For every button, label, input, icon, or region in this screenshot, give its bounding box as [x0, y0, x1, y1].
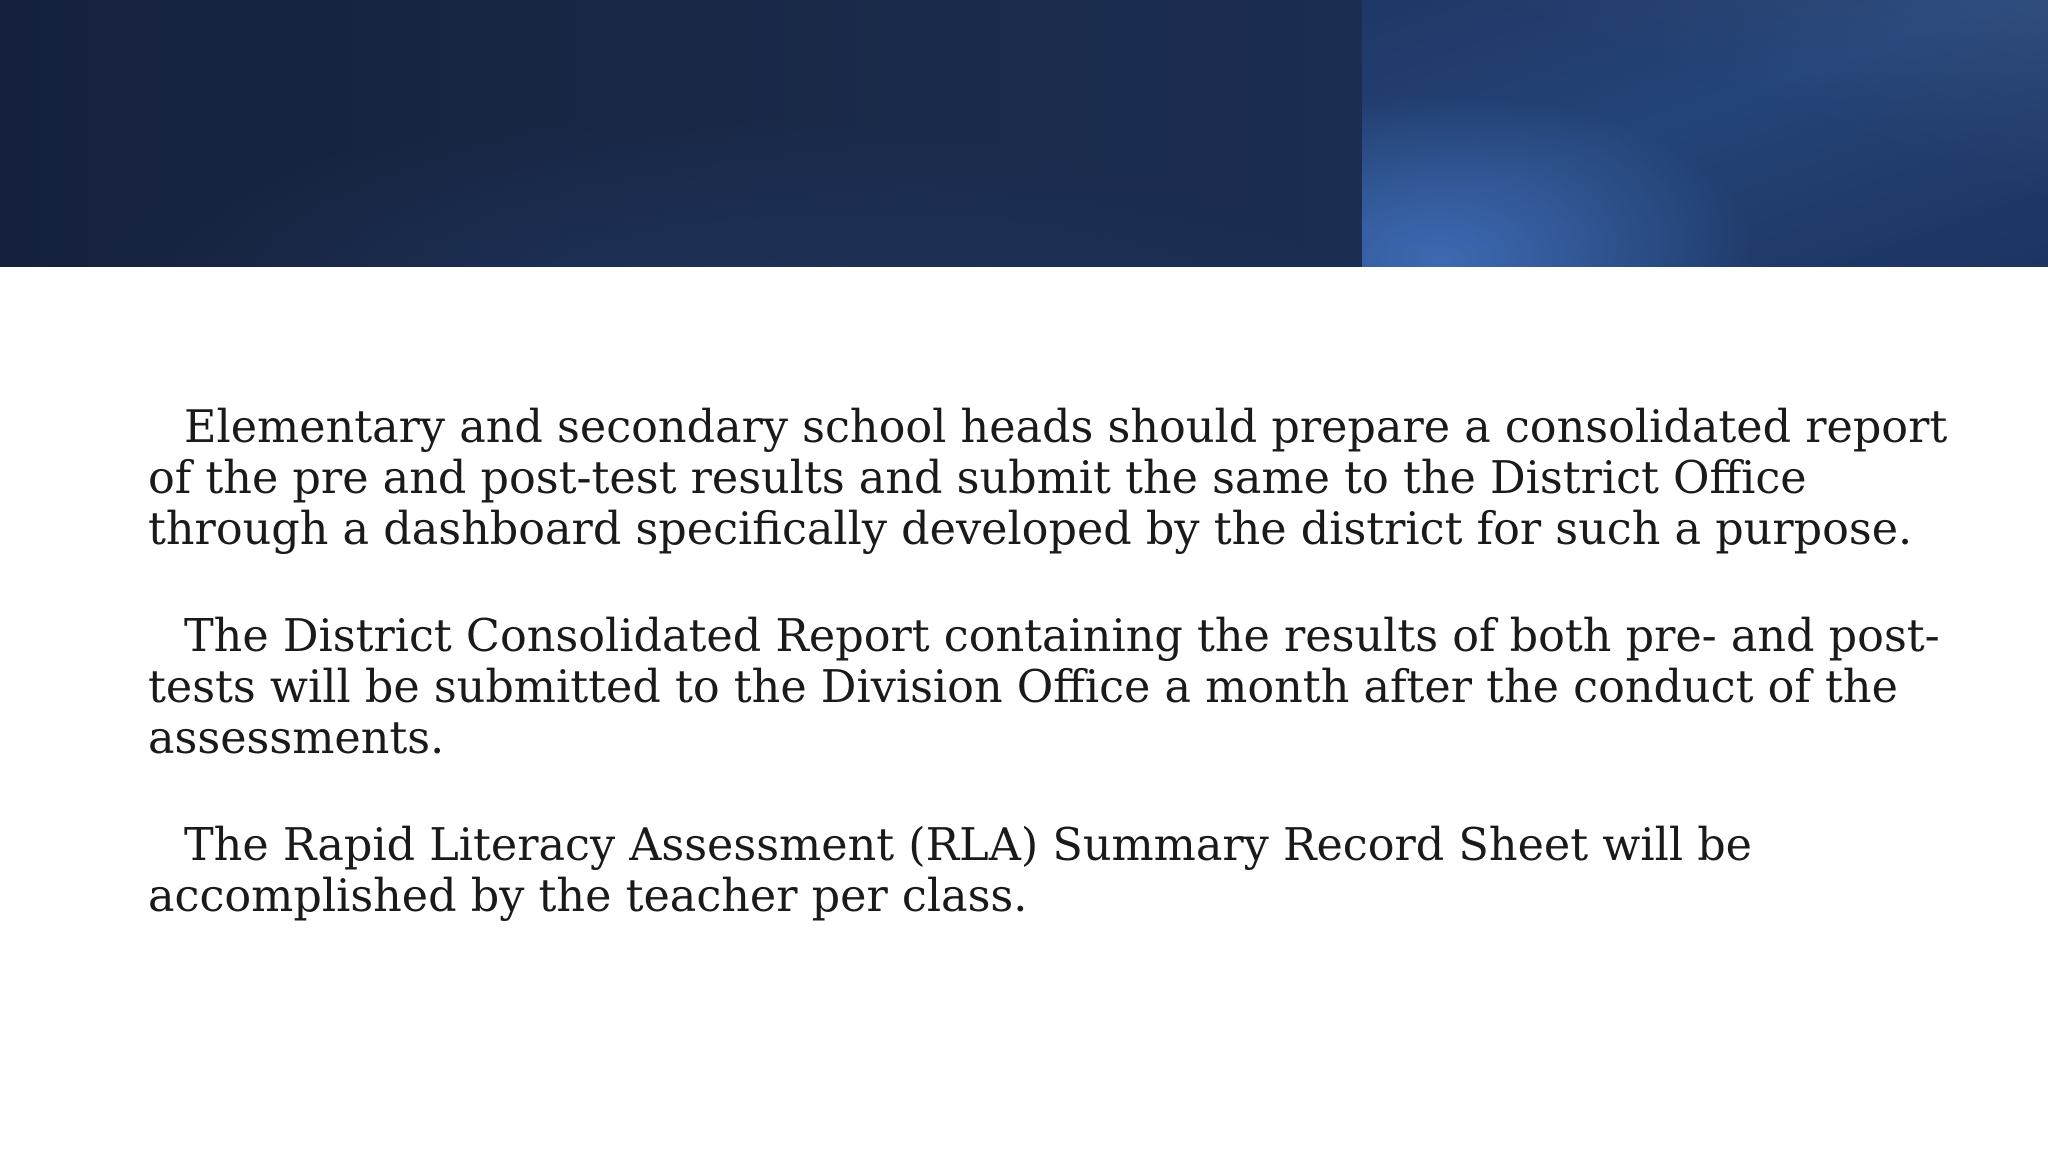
header-banner-accent	[1362, 0, 2048, 267]
paragraph-district-consolidated-report: The District Consolidated Report containing the results of both pre- and post-tests will be submitted to the Division Office a month after the conduct of the assessments.	[148, 611, 1940, 764]
paragraph-school-heads-report: Elementary and secondary school heads should prepare a consolidated report of the pre and post-test results and submit the same to the District Office through a dashboard specifically developed by the district for such a purpose.	[148, 402, 1948, 555]
header-banner	[0, 0, 2048, 267]
slide-body	[148, 402, 1988, 978]
header-banner-shade	[0, 0, 1362, 267]
paragraph-rla-summary-record: The Rapid Literacy Assessment (RLA) Summary Record Sheet will be accomplished by the teacher per class.	[148, 820, 1753, 922]
